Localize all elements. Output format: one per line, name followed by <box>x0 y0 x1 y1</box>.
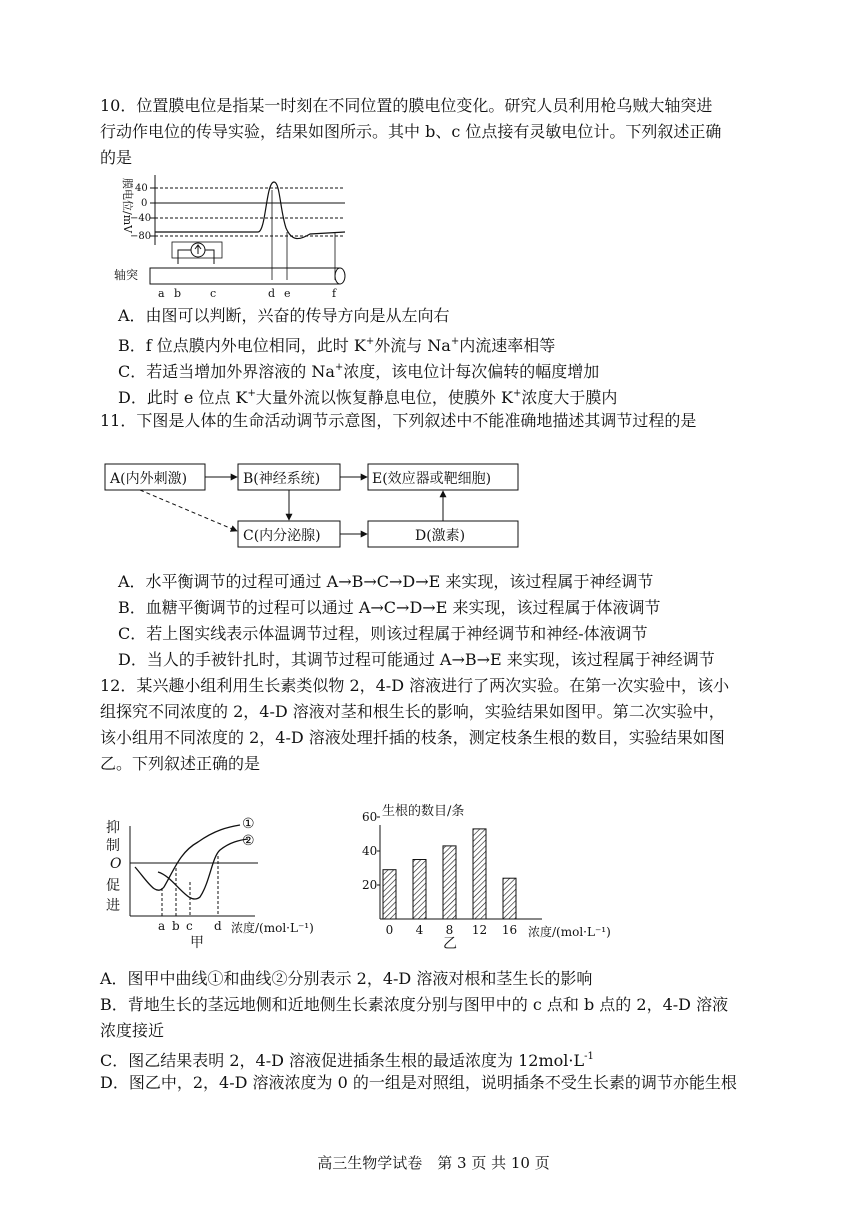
q12-option-b-line2: 浓度接近 <box>100 1021 165 1040</box>
q10-option-a: A．由图可以判断，兴奋的传导方向是从左向右 <box>118 306 450 325</box>
q12-stem-line4: 乙。下列叙述正确的是 <box>100 754 261 773</box>
q10-stem-line1: 10．位置膜电位是指某一时刻在不同位置的膜电位变化。研究人员利用枪乌贼大轴突进 <box>100 96 713 115</box>
curve-2 <box>158 839 248 899</box>
q12-option-a: A．图甲中曲线①和曲线②分别表示 2，4-D 溶液对根和茎生长的影响 <box>100 969 593 988</box>
q10-ylabel: 膜电位/mV <box>121 178 134 234</box>
box-a-label: A(内外刺激) <box>110 471 188 487</box>
q12-figure-jia <box>100 812 340 957</box>
q10-point-a: a <box>158 287 165 300</box>
q12-stem-line3: 该小组用不同浓度的 2，4-D 溶液处理扦插的枝条，测定枝条生根的数目，实验结果如图 <box>100 728 725 747</box>
box-e-label: E(效应器或靶细胞) <box>372 471 492 487</box>
q12-option-c: C．图乙结果表明 2，4-D 溶液促进插条生根的最适浓度为 $12mol\cdot L^{-1}$ <box>100 1051 594 1070</box>
bar-0 <box>383 870 396 919</box>
box-c-label: C(内分泌腺) <box>243 528 321 544</box>
xtick-12: 12 <box>471 923 488 937</box>
q10-stem-line3: 的是 <box>100 148 133 167</box>
inhibit-label-1: 抑 <box>106 820 120 836</box>
promote-label-2: 进 <box>106 898 120 914</box>
q10-membrane-potential-figure <box>100 170 360 305</box>
curve-2-label: ② <box>242 833 255 849</box>
jia-xlabel: 浓度/(mol·L⁻¹) <box>231 921 314 935</box>
q10-point-d: d <box>268 287 276 300</box>
curve-1-label: ① <box>242 816 255 832</box>
q10-point-f: f <box>332 287 337 300</box>
q10-point-c: c <box>210 287 217 300</box>
point-b: b <box>172 919 180 933</box>
q11-option-d: D．当人的手被针扎时，其调节过程可能通过 A→B→E 来实现，该过程属于神经调节 <box>118 650 715 669</box>
q10-option-d: D．此时 e 位点 K+大量外流以恢复静息电位，使膜外 K+浓度大于膜内 <box>118 388 618 407</box>
point-c: c <box>186 919 193 933</box>
xtick-16: 16 <box>501 923 518 937</box>
bar-12 <box>473 829 486 919</box>
q12-option-b-line1: B．背地生长的茎远地侧和近地侧生长素浓度分别与图甲中的 c 点和 b 点的 2，4-D 溶液 <box>100 995 729 1014</box>
yi-xlabel: 浓度/(mol·L⁻¹) <box>528 925 611 939</box>
promote-label-1: 促 <box>106 878 120 894</box>
box-b-label: B(神经系统) <box>243 471 321 487</box>
page-footer: 高三生物学试卷 第 3 页 共 10 页 <box>317 1154 550 1172</box>
q11-option-b: B．血糖平衡调节的过程可以通过 A→C→D→E 来实现，该过程属于体液调节 <box>118 598 661 617</box>
q10-tick-m40: −40 <box>130 213 152 224</box>
q12-stem-line2: 组探究不同浓度的 2，4-D 溶液对茎和根生长的影响，实验结果如图甲。第二次实验中， <box>100 702 725 721</box>
point-d: d <box>214 919 222 933</box>
ytick-40: 40 <box>362 844 378 858</box>
q11-option-c: C．若上图实线表示体温调节过程，则该过程属于神经调节和神经-体液调节 <box>118 624 648 643</box>
q11-option-a: A．水平衡调节的过程可通过 A→B→C→D→E 来实现，该过程属于神经调节 <box>118 572 654 591</box>
q12-option-d: D．图乙中，2，4-D 溶液浓度为 0 的一组是对照组，说明插条不受生长素的调节亦能生根 <box>100 1073 737 1092</box>
ytick-20: 20 <box>362 878 378 892</box>
origin-label: O <box>110 856 122 872</box>
q10-point-e: e <box>284 287 291 300</box>
xtick-0: 0 <box>385 923 394 937</box>
q10-tick-40: 40 <box>135 183 148 194</box>
inhibit-label-2: 制 <box>106 838 120 854</box>
q11-stem: 11．下图是人体的生命活动调节示意图，下列叙述中不能准确地描述其调节过程的是 <box>100 411 697 430</box>
xtick-8: 8 <box>445 923 454 937</box>
bar-8 <box>443 846 456 919</box>
q12-stem-line1: 12．某兴趣小组利用生长素类似物 2，4-D 溶液进行了两次实验。在第一次实验中，该小 <box>100 676 730 695</box>
yi-caption: 乙 <box>443 936 457 952</box>
q10-tick-0: 0 <box>141 198 148 209</box>
jia-caption: 甲 <box>190 935 204 951</box>
q10-option-b: B．f 位点膜内外电位相同，此时 K+外流与 Na+内流速率相等 <box>118 336 556 355</box>
q10-tick-m80: −80 <box>130 231 152 242</box>
ytick-60: 60 <box>362 810 378 824</box>
q10-stem-line2: 行动作电位的传导实验，结果如图所示。其中 b、c 位点接有灵敏电位计。下列叙述正确 <box>100 122 722 141</box>
bar-16 <box>503 878 516 919</box>
bar-4 <box>413 860 426 920</box>
q10-axon-label: 轴突 <box>114 268 139 282</box>
q10-axon <box>150 268 340 284</box>
xtick-4: 4 <box>415 923 424 937</box>
curve-1 <box>135 825 240 890</box>
point-a: a <box>158 919 166 933</box>
q12-figure-yi <box>350 800 630 950</box>
q10-point-b: b <box>174 287 182 300</box>
q11-regulation-diagram <box>100 455 525 555</box>
box-d-label: D(激素) <box>415 528 466 544</box>
yi-ylabel: 生根的数目/条 <box>382 804 465 819</box>
q10-option-c: C．若适当增加外界溶液的 Na+浓度，该电位计每次偏转的幅度增加 <box>118 362 600 381</box>
q10-potential-curve <box>155 182 345 239</box>
